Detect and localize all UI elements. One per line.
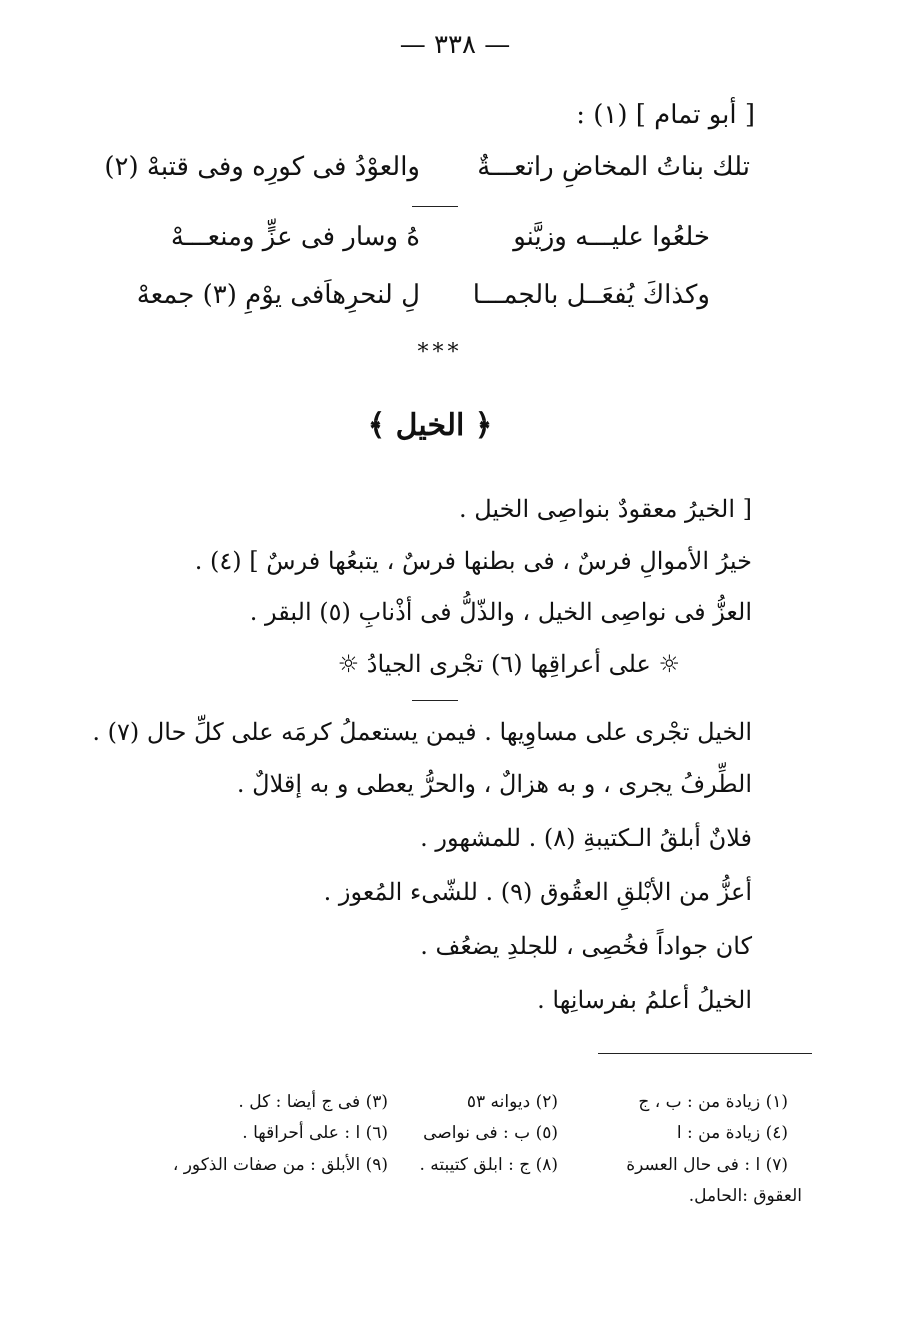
text-line-8: أعزُّ من الأبْلقِ العقُوق (٩) . للشّىء المُعوز . [323,878,752,906]
footnote-8: (٨) ج : ابلق كتيبته . [419,1155,558,1175]
footnote-5: (٥) ب : فى نواصى [423,1123,558,1143]
text-line-1: [ الخيرُ معقودٌ بنواصِى الخيل . [458,495,752,523]
verse-1-second-hemistich: والعوْدُ فى كورِه وفى قتبهْ (٢) [104,152,420,182]
text-line-9: كان جواداً فخُصِى ، للجلدِ يضعُف . [420,932,752,960]
footnote-1: (١) زيادة من : ب ، ج [638,1092,788,1112]
text-line-2: خيرُ الأموالِ فرسٌ ، فى بطنها فرسٌ ، يتبعُها فرسٌ ] (٤) . [194,547,752,575]
text-line-3: العزُّ فى نواصِى الخيل ، والذّلُّ فى أذْنابِ (٥) البقر . [249,598,752,626]
text-line-6: الطِّرفُ يجرى ، و به هزالٌ ، والحرُّ يعطى و به إقلالٌ . [236,770,752,798]
verse-3-second-hemistich: لِ لنحرِهاَفى يوْمِ (٣) جمعهْ [136,280,420,310]
verse-3-first-hemistich: وكذاكَ يُفعَــل بالجمـــا [472,280,710,310]
verse-3 [136,280,710,324]
footnote-6: (٦) ا : على أحراقها . [242,1123,388,1143]
footnote-rule [598,1053,812,1054]
section-separator: *** [417,340,463,365]
verse-2 [170,222,710,266]
footnote-9-continuation: العقوق :الحامل. [688,1186,802,1206]
verse-1-first-hemistich: تلك بناتُ المخاضِ راتعـــةٌ [477,152,750,182]
verse-divider [412,206,458,207]
verse-1 [104,152,750,196]
footnote-7: (٧) ا : فى حال العسرة [626,1155,788,1175]
poet-attribution: [ أبو تمام ] (١) : [576,100,755,130]
section-title: ﴿ الخيل ﴾ [367,408,493,443]
verse-2-first-hemistich: خلعُوا عليـــه وزيَّنو [513,222,710,252]
footnote-4: (٤) زيادة من : ا [676,1123,788,1143]
page-number: — ٣٣٨ — [399,30,511,60]
footnote-2: (٢) ديوانه ٥٣ [466,1092,558,1112]
text-line-10: الخيلُ أعلمُ بفرسانِها . [537,986,752,1014]
verse-2-second-hemistich: هُ وسار فى عزٍّ ومنعـــهْ [170,222,420,252]
footnote-3: (٣) فى ج أيضا : كل . [238,1092,388,1112]
text-line-7: فلانٌ أبلقُ الـكتيبةِ (٨) . للمشهور . [420,824,752,852]
text-line-5: الخيل تجْرى على مساوِيها . فيمن يستعملُ كرمَه على كلِّ حال (٧) . [92,718,752,746]
text-line-4: ☼ على أعراقِها (٦) تجْرى الجيادُ ☼ [337,650,680,678]
footnote-9: (٩) الأبلق : من صفات الذكور ، [172,1155,388,1175]
paragraph-divider [412,700,458,701]
